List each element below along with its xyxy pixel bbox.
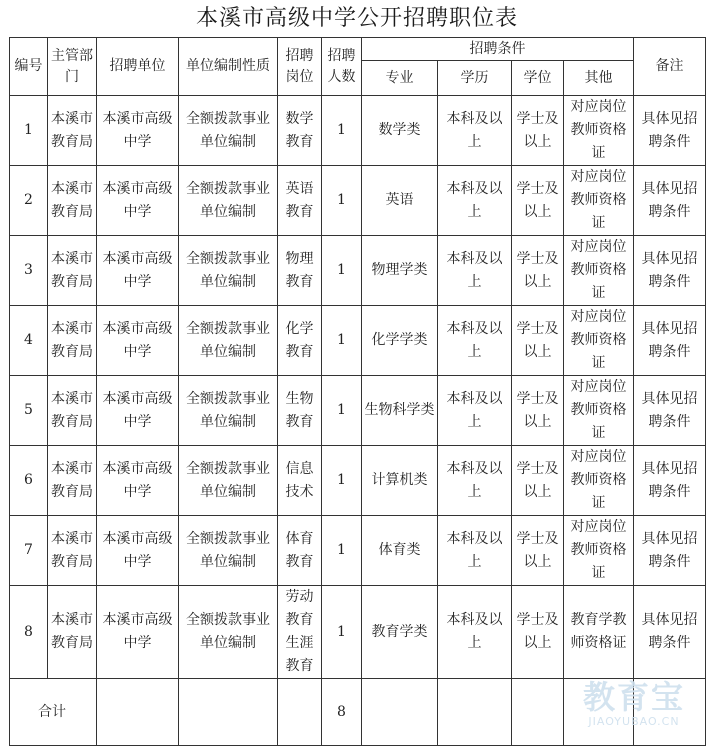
cell-remark: 具体见招聘条件 xyxy=(634,236,706,306)
cell-no: 7 xyxy=(10,516,48,586)
cell-no: 4 xyxy=(10,306,48,376)
cell-no: 8 xyxy=(10,586,48,679)
page-title: 本溪市高级中学公开招聘职位表 xyxy=(195,6,518,31)
cell-degree: 学士及以上 xyxy=(512,446,564,516)
cell-unit: 本溪市高级中学 xyxy=(97,446,179,516)
cell-dept: 本溪市教育局 xyxy=(48,166,97,236)
cell-dept: 本溪市教育局 xyxy=(48,376,97,446)
cell-post: 化学教育 xyxy=(278,306,322,376)
cell-education: 本科及以上 xyxy=(438,306,512,376)
header-count: 招聘人数 xyxy=(322,38,362,96)
cell-remark: 具体见招聘条件 xyxy=(634,166,706,236)
cell-other: 对应岗位教师资格证 xyxy=(564,516,634,586)
cell-post: 数学教育 xyxy=(278,96,322,166)
cell-post: 体育教育 xyxy=(278,516,322,586)
header-unit: 招聘单位 xyxy=(97,38,179,96)
cell-degree: 学士及以上 xyxy=(512,306,564,376)
cell-remark: 具体见招聘条件 xyxy=(634,586,706,679)
cell-nature: 全额拨款事业单位编制 xyxy=(179,306,278,376)
cell-degree: 学士及以上 xyxy=(512,236,564,306)
cell-education: 本科及以上 xyxy=(438,446,512,516)
cell-major: 教育学类 xyxy=(362,586,438,679)
cell-major: 英语 xyxy=(362,166,438,236)
cell-post: 物理教育 xyxy=(278,236,322,306)
cell-unit: 本溪市高级中学 xyxy=(97,166,179,236)
cell-unit: 本溪市高级中学 xyxy=(97,516,179,586)
cell-dept: 本溪市教育局 xyxy=(48,586,97,679)
cell-other: 对应岗位教师资格证 xyxy=(564,96,634,166)
total-count: 8 xyxy=(322,679,362,746)
cell-major: 体育类 xyxy=(362,516,438,586)
cell-education: 本科及以上 xyxy=(438,376,512,446)
total-empty-cell xyxy=(179,679,278,746)
cell-nature: 全额拨款事业单位编制 xyxy=(179,446,278,516)
cell-unit: 本溪市高级中学 xyxy=(97,586,179,679)
cell-nature: 全额拨款事业单位编制 xyxy=(179,236,278,306)
cell-remark: 具体见招聘条件 xyxy=(634,516,706,586)
cell-dept: 本溪市教育局 xyxy=(48,306,97,376)
cell-count: 1 xyxy=(322,96,362,166)
table-row xyxy=(10,586,706,679)
table-row xyxy=(10,376,706,446)
cell-remark: 具体见招聘条件 xyxy=(634,446,706,516)
watermark-domain: JIAOYUBAO.CN xyxy=(588,715,680,728)
total-label: 合计 xyxy=(10,679,97,746)
cell-remark: 具体见招聘条件 xyxy=(634,376,706,446)
cell-nature: 全额拨款事业单位编制 xyxy=(179,376,278,446)
cell-unit: 本溪市高级中学 xyxy=(97,236,179,306)
header-education: 学历 xyxy=(438,61,512,96)
cell-remark: 具体见招聘条件 xyxy=(634,96,706,166)
cell-no: 3 xyxy=(10,236,48,306)
cell-nature: 全额拨款事业单位编制 xyxy=(179,96,278,166)
header-conditions: 招聘条件 xyxy=(362,38,634,61)
cell-other: 对应岗位教师资格证 xyxy=(564,236,634,306)
cell-other: 对应岗位教师资格证 xyxy=(564,376,634,446)
total-empty-cell xyxy=(564,679,634,746)
cell-count: 1 xyxy=(322,376,362,446)
table-row xyxy=(10,96,706,166)
cell-degree: 学士及以上 xyxy=(512,376,564,446)
cell-no: 6 xyxy=(10,446,48,516)
cell-major: 生物科学类 xyxy=(362,376,438,446)
cell-count: 1 xyxy=(322,516,362,586)
cell-degree: 学士及以上 xyxy=(512,516,564,586)
cell-unit: 本溪市高级中学 xyxy=(97,376,179,446)
total-empty-cell xyxy=(362,679,438,746)
total-empty-cell xyxy=(512,679,564,746)
cell-count: 1 xyxy=(322,586,362,679)
total-row xyxy=(10,679,706,746)
recruitment-table xyxy=(9,37,706,746)
total-empty-cell xyxy=(278,679,322,746)
cell-count: 1 xyxy=(322,166,362,236)
cell-degree: 学士及以上 xyxy=(512,166,564,236)
cell-major: 物理学类 xyxy=(362,236,438,306)
header-no: 编号 xyxy=(10,38,48,96)
cell-nature: 全额拨款事业单位编制 xyxy=(179,516,278,586)
header-nature: 单位编制性质 xyxy=(179,38,278,96)
cell-major: 化学学类 xyxy=(362,306,438,376)
cell-major: 计算机类 xyxy=(362,446,438,516)
cell-no: 1 xyxy=(10,96,48,166)
cell-dept: 本溪市教育局 xyxy=(48,516,97,586)
cell-post: 英语教育 xyxy=(278,166,322,236)
cell-post: 信息技术 xyxy=(278,446,322,516)
cell-no: 5 xyxy=(10,376,48,446)
watermark-text: 教育宝 xyxy=(582,678,685,716)
table-row xyxy=(10,166,706,236)
table-row xyxy=(10,516,706,586)
header-remark: 备注 xyxy=(634,38,706,96)
total-empty-cell xyxy=(97,679,179,746)
cell-unit: 本溪市高级中学 xyxy=(97,306,179,376)
cell-nature: 全额拨款事业单位编制 xyxy=(179,166,278,236)
cell-unit: 本溪市高级中学 xyxy=(97,96,179,166)
table-row xyxy=(10,236,706,306)
cell-post: 劳动教育生涯教育 xyxy=(278,586,322,679)
cell-education: 本科及以上 xyxy=(438,586,512,679)
table-row xyxy=(10,306,706,376)
header-dept: 主管部门 xyxy=(48,38,97,96)
cell-education: 本科及以上 xyxy=(438,166,512,236)
cell-education: 本科及以上 xyxy=(438,96,512,166)
cell-post: 生物教育 xyxy=(278,376,322,446)
cell-education: 本科及以上 xyxy=(438,236,512,306)
cell-remark: 具体见招聘条件 xyxy=(634,306,706,376)
cell-no: 2 xyxy=(10,166,48,236)
cell-count: 1 xyxy=(322,446,362,516)
cell-other: 教育学教师资格证 xyxy=(564,586,634,679)
cell-nature: 全额拨款事业单位编制 xyxy=(179,586,278,679)
cell-count: 1 xyxy=(322,236,362,306)
header-post: 招聘岗位 xyxy=(278,38,322,96)
cell-dept: 本溪市教育局 xyxy=(48,236,97,306)
cell-count: 1 xyxy=(322,306,362,376)
cell-dept: 本溪市教育局 xyxy=(48,446,97,516)
cell-degree: 学士及以上 xyxy=(512,96,564,166)
cell-other: 对应岗位教师资格证 xyxy=(564,166,634,236)
cell-degree: 学士及以上 xyxy=(512,586,564,679)
table-row xyxy=(10,446,706,516)
cell-other: 对应岗位教师资格证 xyxy=(564,446,634,516)
header-major: 专业 xyxy=(362,61,438,96)
cell-other: 对应岗位教师资格证 xyxy=(564,306,634,376)
header-other: 其他 xyxy=(564,61,634,96)
cell-dept: 本溪市教育局 xyxy=(48,96,97,166)
cell-education: 本科及以上 xyxy=(438,516,512,586)
total-empty-cell xyxy=(634,679,706,746)
cell-major: 数学类 xyxy=(362,96,438,166)
header-degree: 学位 xyxy=(512,61,564,96)
total-empty-cell xyxy=(438,679,512,746)
